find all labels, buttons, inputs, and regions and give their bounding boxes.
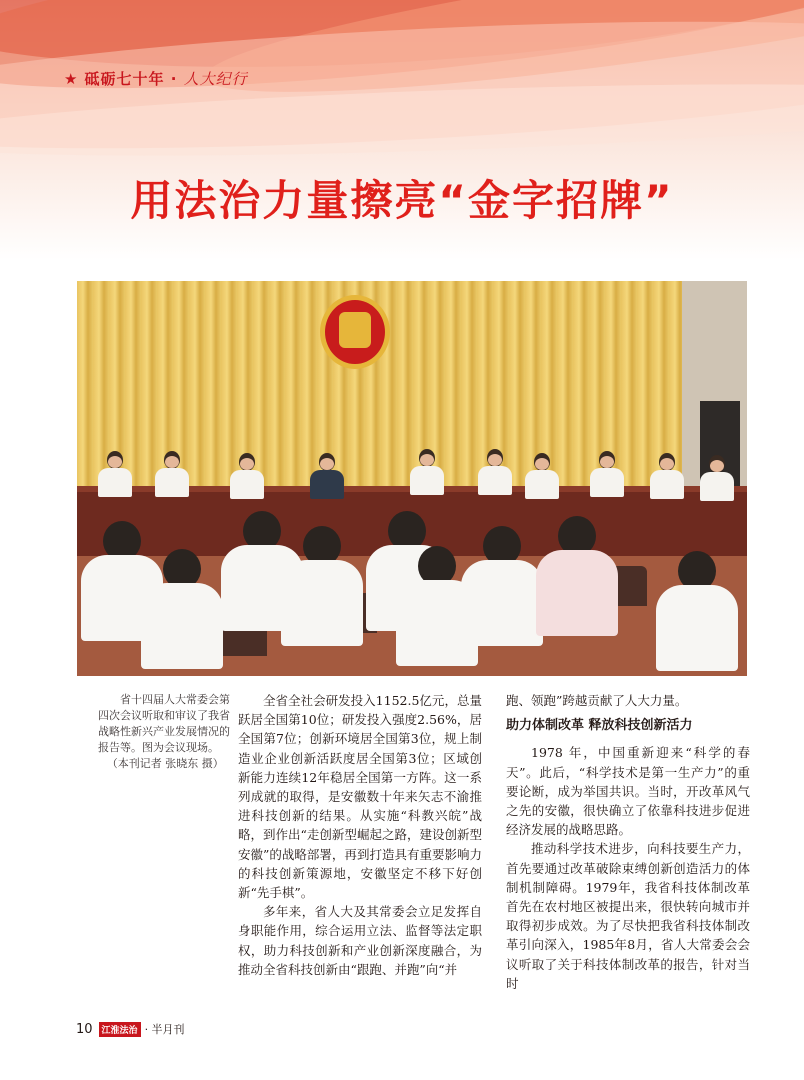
rostrum-person xyxy=(152,451,192,497)
rostrum-person xyxy=(522,453,562,499)
attendee xyxy=(532,516,622,636)
rostrum-person xyxy=(475,449,515,495)
caption-text: 省十四届人大常委会第四次会议听取和审议了我省战略性新兴产业发展情况的报告等。图为会议现场。 xyxy=(98,693,230,754)
magazine-logo: 江淮法治 xyxy=(99,1022,141,1037)
section-separator: · xyxy=(170,70,178,88)
photo-caption xyxy=(98,692,234,772)
national-emblem xyxy=(320,295,390,369)
paragraph: 1978 年，中国重新迎来“科学的春天”。此后，“科学技术是第一生产力”的重要论断，成为举国共识。当时，开改革风气之先的安徽，很快确立了依靠科技进步促进经济发展的战略思路。 xyxy=(506,745,750,838)
text-column-1 xyxy=(238,691,482,979)
issue-type: · 半月刊 xyxy=(144,1023,185,1036)
rostrum-person xyxy=(307,453,347,499)
meeting-photo xyxy=(77,281,747,676)
subsection-name: 人大纪行 xyxy=(183,70,248,88)
paragraph: 推动科学技术进步，向科技要生产力，首先要通过改革破除束缚创新创造活力的体制机制障碍。1979年，我省科技体制改革首先在农村地区被提出来，很快转向城市并取得初步成效。为了尽快把我省科技体制改革引向深入，1985年8月，省人大常委会会议听取了关于科技体制改革的报告，针对当时 xyxy=(506,841,750,991)
rostrum-person xyxy=(407,449,447,495)
paragraph: 跑、领跑”跨越贡献了人大力量。 xyxy=(506,693,688,708)
attendee xyxy=(137,549,227,669)
paragraph: 全省全社会研发投入1152.5亿元，总量跃居全国第10位；研发投入强度2.56%，居全国第7位；创新环境居全国第3位，规上制造业企业创新活跃度居全国第3位；区域创新能力连续12年稳居全国第一方阵。这一系列成就的取得，是安徽数十年来矢志不渝推进科技创新的结果。从实施“科教兴皖”战略，到作出“走创新型崛起之路，建设创新型安徽”的战略部署，再到打造具有重要影响力的科技创新策源地，安徽坚定不移下好创新“先手棋”。 xyxy=(238,693,482,901)
paragraph: 多年来，省人大及其常委会立足发挥自身职能作用，综合运用立法、监督等法定职权，助力科技创新和产业创新深度融合，为推动全省科技创新由“跟跑、并跑”向“并 xyxy=(238,904,482,977)
attendee xyxy=(277,526,367,646)
page-number: 10 xyxy=(76,1021,93,1037)
section-name: 砥砺七十年 xyxy=(84,70,165,88)
page-footer xyxy=(76,1021,185,1037)
section-heading: 助力体制改革 释放科技创新活力 xyxy=(506,718,693,734)
attendee xyxy=(652,551,742,671)
rostrum-person xyxy=(647,453,687,499)
article-title: 用法治力量擦亮“金字招牌” xyxy=(130,176,674,225)
section-tag xyxy=(64,68,248,89)
star-icon: ★ xyxy=(64,70,79,88)
rostrum-person xyxy=(697,455,737,501)
caption-credit: （本刊记者 张晓东 摄） xyxy=(106,757,224,770)
rostrum-person xyxy=(587,451,627,497)
rostrum-person xyxy=(227,453,267,499)
text-column-2 xyxy=(506,691,750,993)
rostrum-person xyxy=(95,451,135,497)
